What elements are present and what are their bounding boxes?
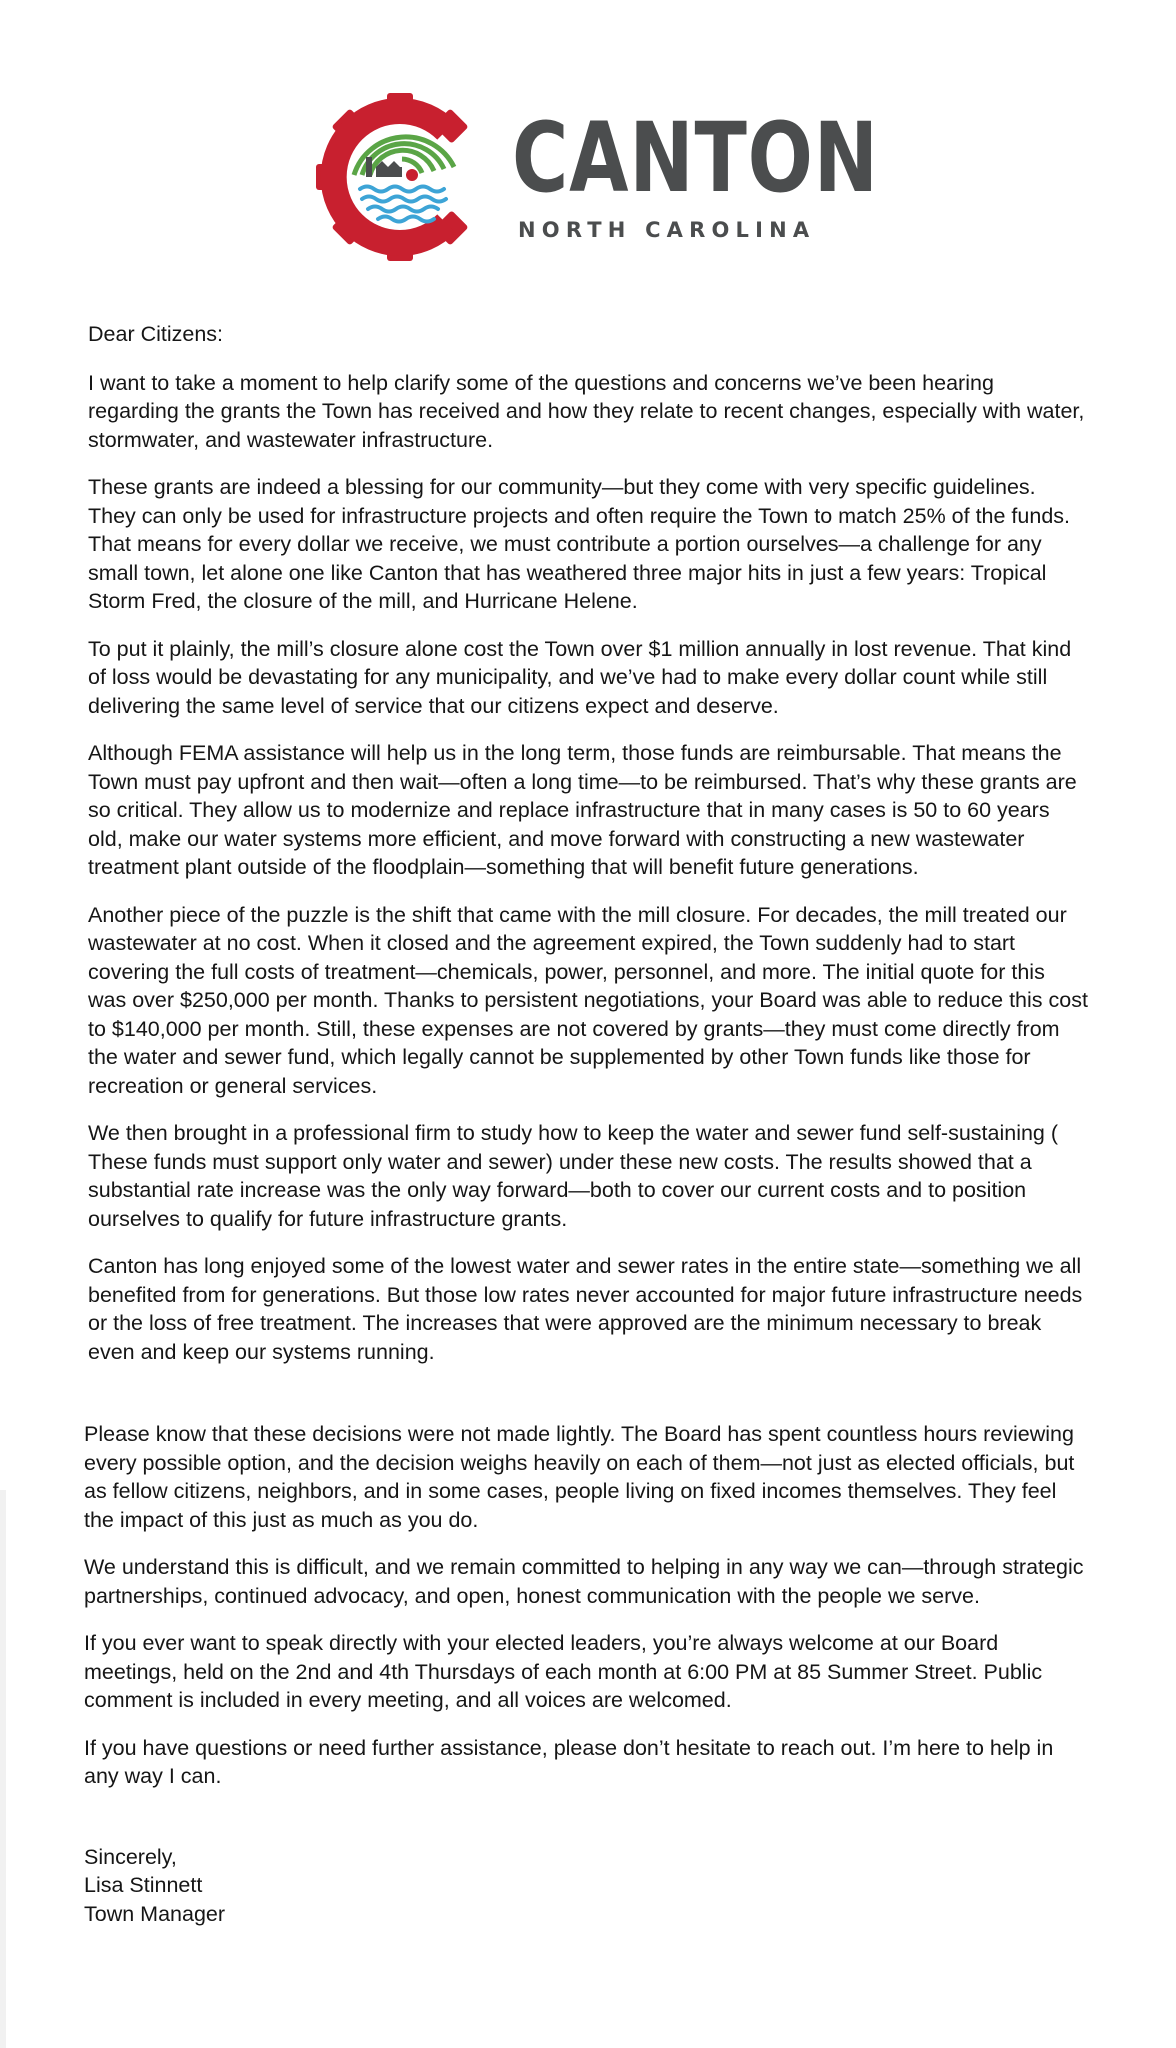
letter-paragraph: These grants are indeed a blessing for our community—but they come with very specific guidelines. They can only be used for infrastructure projects and often require the Town to match 25% of the funds. That means for every dollar we receive, we must contribute a portion ourselves—a challenge for any small town, let alone one like Canton that has weathered three major hits in just a few years: Tropical Storm Fred, the closure of the mill, and Hurricane Helene. — [88, 475, 1070, 613]
letterhead — [300, 92, 900, 272]
signature-block — [84, 1843, 1088, 1929]
closing: Sincerely, — [84, 1844, 177, 1869]
salutation: Dear Citizens: — [88, 322, 224, 346]
letter-paragraph: Another piece of the puzzle is the shift that came with the mill closure. For decades, the mill treated our wastewater at no cost. When it closed and the agreement expired, the Town suddenly had to start covering the full costs of treatment—chemicals, power, personnel, and more. The initial quote for this was over $250,000 per month. Thanks to persistent negotiations, your Board was able to reduce this cost to $140,000 per month. Still, these expenses are not covered by grants—they must come directly from the water and sewer fund, which legally cannot be supplemented by other Town funds like those for recreation or general services. — [88, 902, 1088, 1098]
letter-body — [84, 320, 1088, 1928]
signer-name: Lisa Stinnett — [84, 1873, 203, 1897]
page-edge-shadow — [0, 1490, 6, 2048]
letter-paragraph: If you have questions or need further assistance, please don’t hesitate to reach out. I’m here to help in any way I can. — [84, 1735, 1054, 1788]
letter-paragraph: I want to take a moment to help clarify some of the questions and concerns we’ve been hearing regarding the grants the Town has received and how they relate to recent changes, especially with water, stormwater, and wastewater infrastructure. — [88, 370, 1085, 452]
gear-mill-water-icon — [300, 92, 500, 262]
brand-name: CANTON — [512, 102, 879, 214]
letter-paragraph: Please know that these decisions were not made lightly. The Board has spent countless hours reviewing every possible option, and the decision weighs heavily on each of them—not just as elected officials, but as fellow citizens, neighbors, and in some cases, people living on fixed incomes themselves. They feel the impact of this just as much as you do. — [84, 1422, 1075, 1532]
wordmark — [512, 102, 892, 242]
brand-subtitle: NORTH CAROLINA — [518, 218, 816, 242]
letter-paragraph: If you ever want to speak directly with your elected leaders, you’re always welcome at our Board meetings, held on the 2nd and 4th Thursdays of each month at 6:00 PM at 85 Summer Street. Public comment is included in every meeting, and all voices are welcomed. — [84, 1631, 1043, 1712]
signer-title: Town Manager — [84, 1901, 226, 1926]
page-break-gap — [88, 1385, 1088, 1420]
letter-paragraph: Although FEMA assistance will help us in the long term, those funds are reimbursable. That means the Town must pay upfront and then wait—often a long time—to be reimbursed. That’s why these grants are so critical. They allow us to modernize and replace infrastructure that in many cases is 50 to 60 years old, make our water systems more efficient, and move forward with constructing a new wastewater treatment plant outside of the floodplain—something that will benefit future generations. — [88, 741, 1077, 879]
letter-paragraph: We understand this is difficult, and we remain committed to helping in any way we can—through strategic partnerships, continued advocacy, and open, honest communication with the people we serve. — [84, 1555, 1084, 1608]
letter-paragraph: Canton has long enjoyed some of the lowest water and sewer rates in the entire state—something we all benefited from for generations. But those low rates never accounted for major future infrastructure needs or the loss of free treatment. The increases that were approved are the minimum necessary to break even and keep our systems running. — [88, 1254, 1083, 1364]
letter-paragraph: We then brought in a professional firm to study how to keep the water and sewer fund self-sustaining ( These funds must support only water and sewer) under these new costs. The results showed that a substantial rate increase was the only way forward—both to cover our current costs and to position ourselves to qualify for future infrastructure grants. — [88, 1121, 1059, 1231]
letter-paragraph: To put it plainly, the mill’s closure alone cost the Town over $1 million annually in lost revenue. That kind of loss would be devastating for any municipality, and we’ve had to make every dollar count while still delivering the same level of service that our citizens expect and deserve. — [88, 636, 1072, 718]
